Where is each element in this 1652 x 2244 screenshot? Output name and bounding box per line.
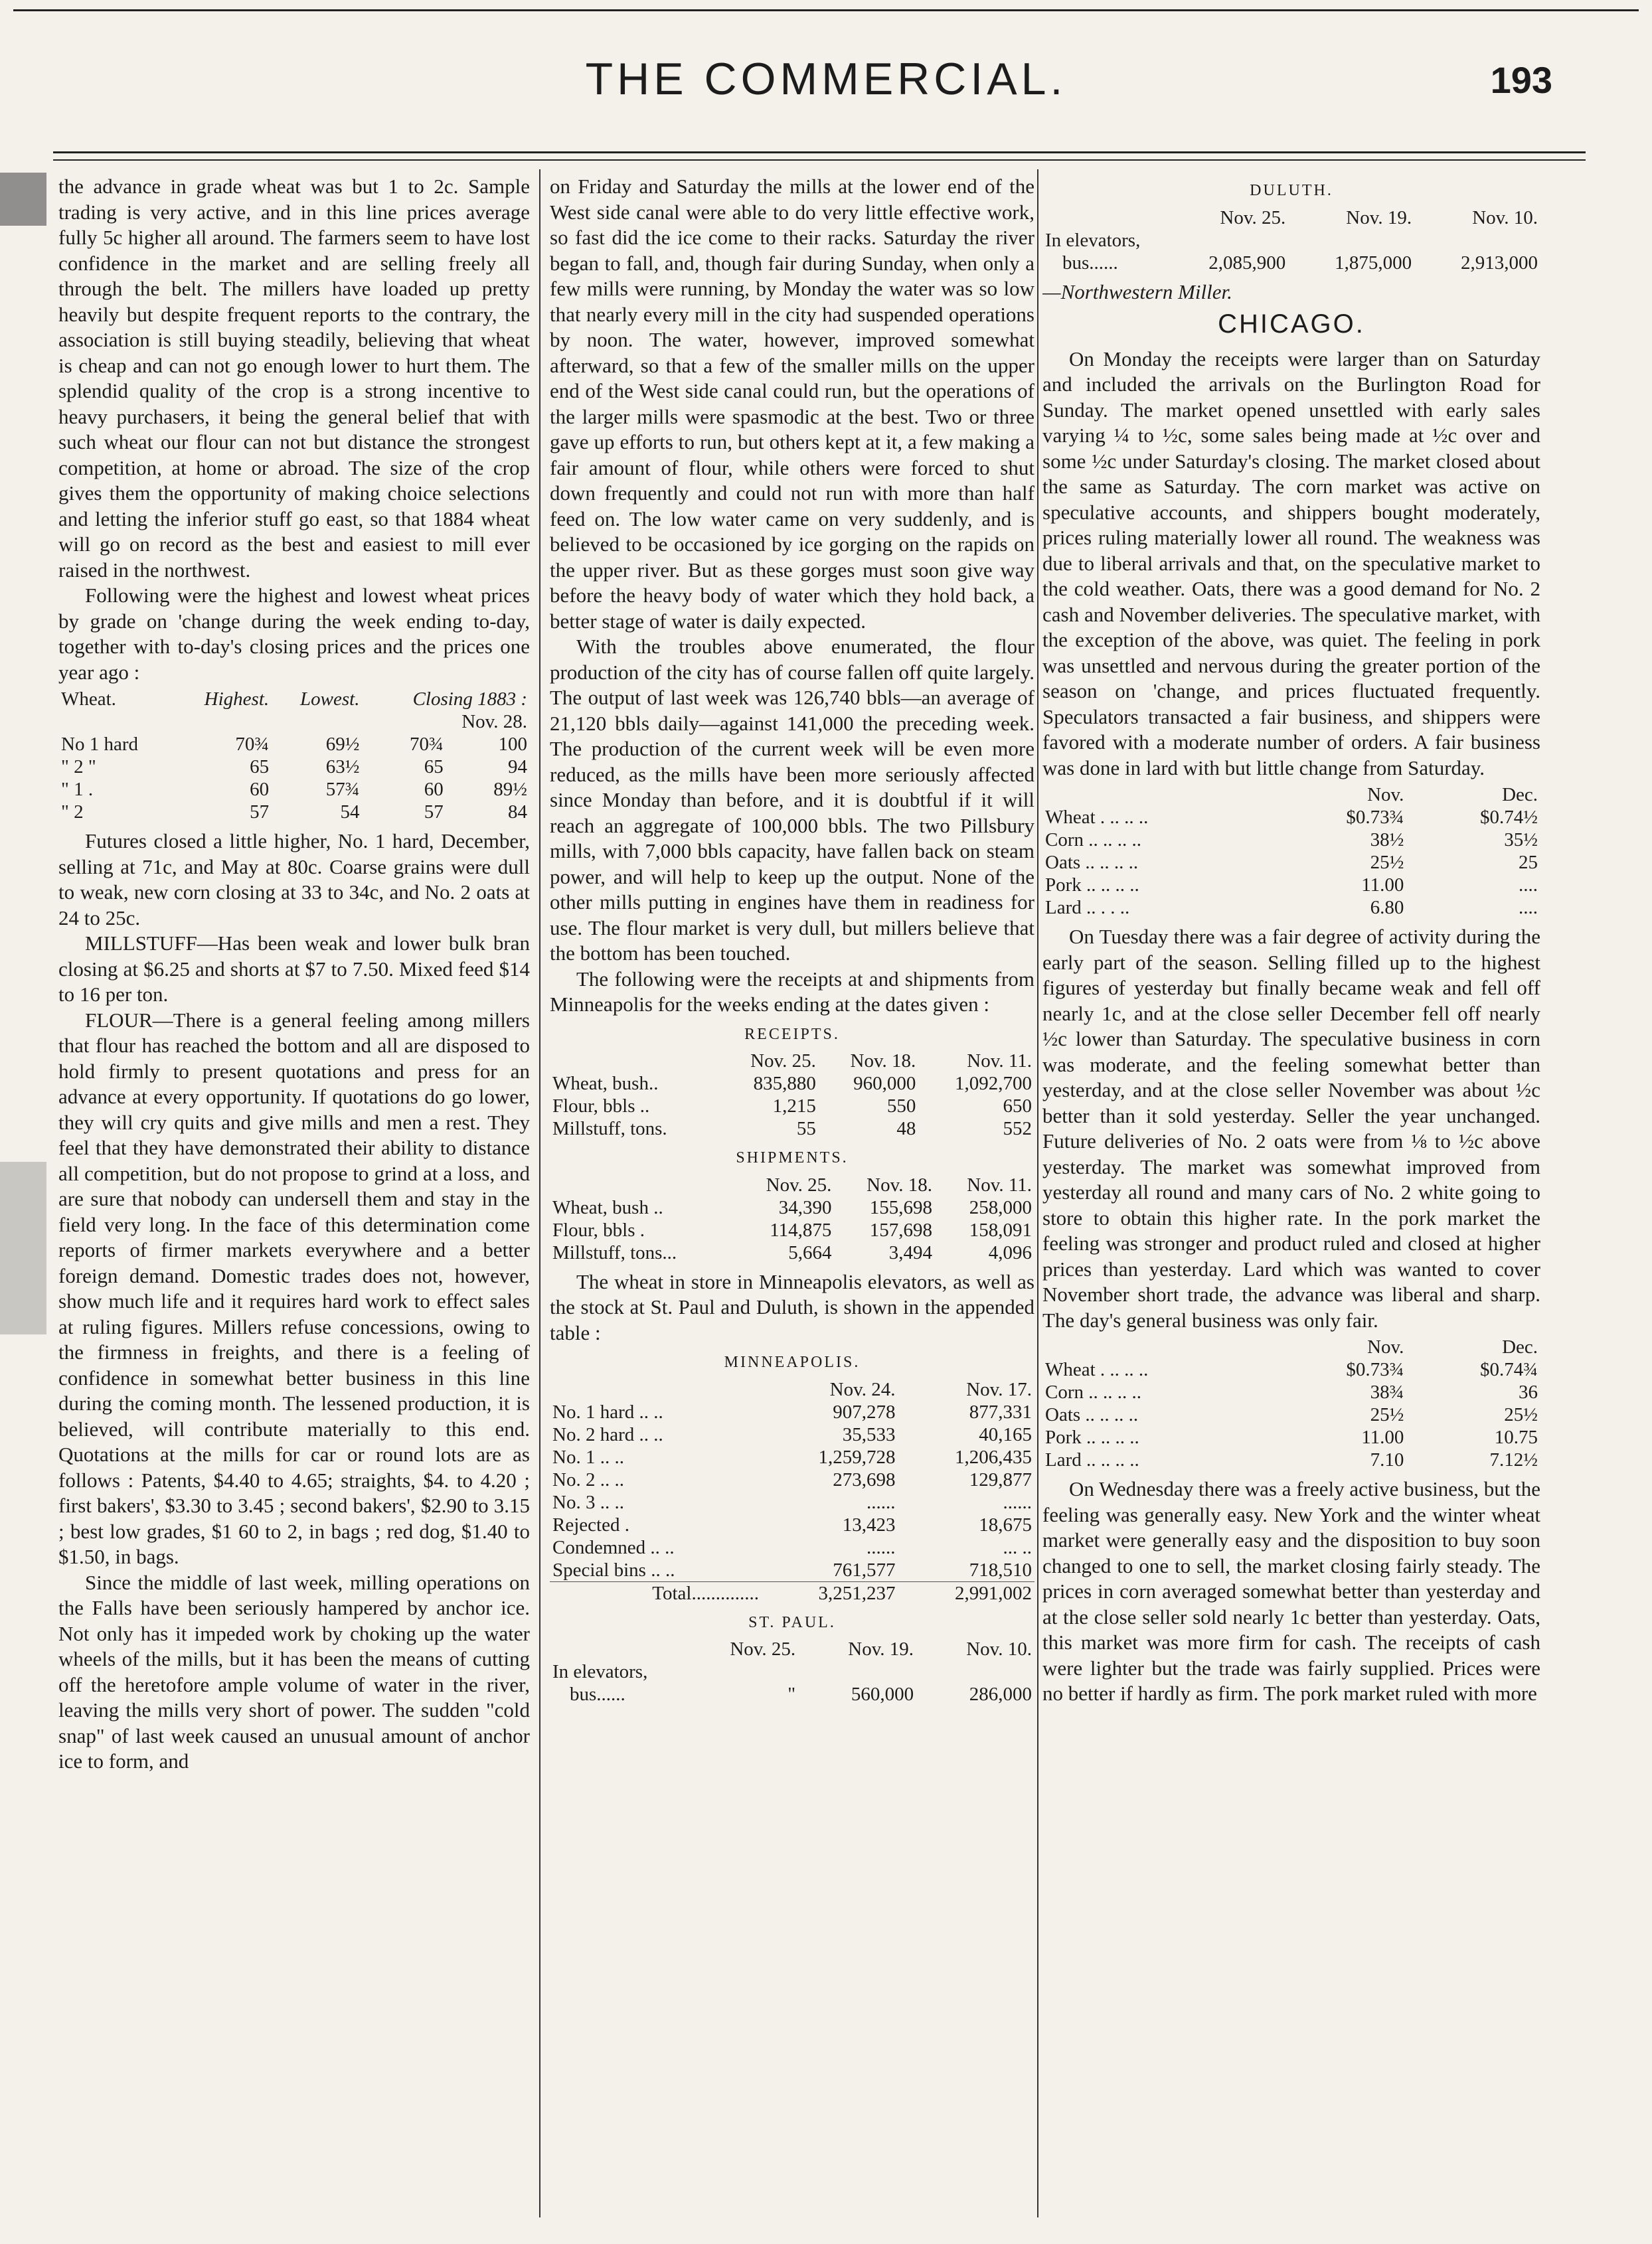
cell: ...... — [866, 1536, 896, 1558]
row-label: Special bins .. .. — [552, 1559, 675, 1581]
row-label: Lard .. .. .. .. — [1045, 1449, 1139, 1471]
cell: 100 — [498, 734, 527, 755]
chicago-tuesday-table — [1042, 1336, 1540, 1471]
cell: 114,875 — [770, 1219, 832, 1241]
cell: 54 — [340, 801, 360, 823]
column-header: Nov. 25. — [1220, 206, 1286, 228]
table-row — [58, 756, 530, 778]
row-label: Wheat . .. .. .. — [1045, 807, 1149, 828]
section-heading-chicago: CHICAGO. — [1218, 309, 1365, 339]
cell: 60 — [250, 779, 270, 800]
column-header — [1042, 783, 1273, 806]
cell: 2,085,900 — [1208, 252, 1286, 274]
cell: 877,331 — [969, 1401, 1032, 1423]
table-row — [550, 1095, 1034, 1117]
row-label: No. 2 hard .. .. — [552, 1423, 663, 1445]
cell: 5,664 — [788, 1242, 832, 1263]
table-row — [1042, 252, 1540, 274]
column-header: Nov. 24. — [829, 1378, 896, 1400]
cell: 2,913,000 — [1461, 252, 1538, 274]
cell: 94 — [508, 756, 527, 777]
paragraph: FLOUR—There is a general feeling among millers that flour has reached the bottom and all are disposed to hold firmly to present quotations and press for an advance at every opportunity. If quotations do go lower, they will cry quits and give mills and men a rest. They feel that they have demonstrated their ability to distance all competition, but do not propose to grind at a loss, and are sure that nobody can undersell them and stay in the field very long. In the face of this determination come reports of firmer markets everywhere and a better foreign demand. Domestic trades does not, however, show much life and it requires hard work to effect sales at ruling figures. Millers refuse concessions, owing to the firmness in freights, and there is a feeling of confidence in somewhat better business in this line during the coming month. The lessened production, it is believed, will contribute materially to this end. Quotations at the mills for car or round lots are as follows : Patents, $4.40 to 4.65; straights, $4. to 4.20 ; first bakers', $3.30 to 3.45 ; second bakers', $2.90 to 3.15 ; best low grades, $1 60 to 2, in bags ; red dog, $1.40 to $1.50, in bags. — [58, 1008, 530, 1568]
cell: 1,259,728 — [818, 1446, 896, 1468]
column-header — [550, 1638, 680, 1660]
column-header — [1042, 1336, 1273, 1358]
column-header: Dec. — [1502, 784, 1538, 805]
cell: 25½ — [1370, 852, 1404, 873]
row-label: No. 1 .. .. — [552, 1446, 624, 1468]
cell: 38½ — [1370, 829, 1404, 850]
table-row — [58, 801, 530, 823]
table-row — [1042, 829, 1540, 851]
cell: 25½ — [1370, 1404, 1404, 1425]
total-row — [550, 1581, 1034, 1605]
cell: 960,000 — [853, 1073, 916, 1094]
cell: 6.80 — [1370, 897, 1404, 918]
cell: 258,000 — [969, 1196, 1032, 1218]
cell: 18,675 — [979, 1514, 1032, 1536]
table-row — [550, 1446, 1034, 1469]
cell: 25½ — [1504, 1404, 1538, 1425]
header-rule-thin — [53, 159, 1586, 161]
column-header: Nov. 18. — [850, 1050, 916, 1072]
row-label: " 2 — [61, 801, 84, 823]
paragraph: With the troubles above enumerated, the flour production of the city has of course fallen off quite largely. The output of last week was 126,740 bbls—an average of 21,120 bbls daily—against 141,000 the preceding week. The production of the current week will be even more reduced, as the mills have been more seriously affected since Monday than before, and it is doubtful if it will reach an aggregate of 100,000 bbls. The two Pillsbury mills, with 7,000 bbls capacity, have fallen back on steam power, and will help to keep up the output. None of the other mills putting in engines have them in readiness for use. The flour market is very dull, but millers believe that the bottom has been touched. — [550, 635, 1034, 965]
row-label: Rejected . — [552, 1514, 629, 1536]
cell: $0.74½ — [1480, 807, 1538, 828]
paragraph: On Monday the receipts were larger than on Saturday and included the arrivals on the Burlington Road for Sunday. The market opened unsettled with early sales varying ¼ to ½c, some sales being made at ½c over and some ½c under Saturday's closing. The market closed about the same as Saturday. The corn market was active on speculative accounts, and shippers bought moderately, prices ruling materially lower all round. The weakness was due to liberal arrivals and that, on the speculative market to the cold weather. Oats, there was a good demand for No. 2 cash and November deliveries. The speculative market, with the exception of the above, was quiet. The feeling in pork was unsettled and nervous during the greater portion of the season on 'change, and prices fluctuated frequently. Speculators transacted a fair business, and shippers were favored with a moderate number of orders. A fair business was done in lard with but little change from Saturday. — [1042, 347, 1540, 779]
header-rule — [53, 151, 1586, 153]
cell: ... .. — [1003, 1536, 1032, 1558]
paragraph: On Tuesday there was a fair degree of activity during the early part of the season. Selling filled up to the highest figures of yesterday but finally became weak and fell off nearly 1c, and at the close seller December fell off nearly ½c lower than Saturday. The speculative business in corn was moderate, and the feeling somewhat better than yesterday, and at the close seller November was about ½c better than it sold yesterday. Seller the year unchanged. Future deliveries of No. 2 oats were from ⅛ to ½c above yesterday. The market was somewhat improved from yesterday all round and many cars of No. 2 white going to store to obtain this higher rate. In the pork market the feeling was stronger and product ruled and closed at higher prices than yesterday. Lard which was wanted to cover November short trade, the advance was liberal and sharp. The day's general business was only fair. — [1042, 925, 1540, 1332]
cell: 55 — [796, 1118, 816, 1139]
table-row — [550, 1683, 1034, 1706]
cell: 552 — [1003, 1118, 1032, 1139]
column-header: Highest. — [204, 688, 270, 710]
cell: 34,390 — [778, 1196, 832, 1218]
cell: 3,251,237 — [762, 1581, 898, 1605]
table-row — [1042, 1426, 1540, 1449]
column-3 — [1042, 174, 1540, 2217]
table-row — [58, 778, 530, 801]
cell: 57¾ — [325, 779, 360, 800]
table-row — [550, 1401, 1034, 1423]
column-header: Closing 1883 : — [412, 688, 527, 710]
cell: 3,494 — [888, 1242, 932, 1263]
row-label: Oats .. .. .. .. — [1045, 1404, 1139, 1425]
paragraph: on Friday and Saturday the mills at the lower end of the West side canal were able to do very little effective work, so fast did the ice come to their racks. Saturday the river began to fall, and, though fair during Sunday, when only a few mills were running, by Monday the water was so low that nearly every mill in the city had suspended operations by noon. The water, however, improved somewhat afterward, so that a few of the smaller mills on the upper end of the West side canal could run, but the operations of the larger mills were spasmodic at the best. Two or three gave up efforts to run, but others kept at it, a few making a fair amount of flour, while others were forced to shut down frequently and could not run with more than half feed on. The low water came on very suddenly, and is believed to be occasioned by ice gorging on the rapids on the upper river. But as these gorges must soon give way before the heavy body of water which they hold back, a better stage of water is daily expected. — [550, 175, 1034, 633]
cell: ...... — [866, 1491, 896, 1513]
column-header: Lowest. — [300, 688, 360, 710]
row-label: No 1 hard — [61, 734, 138, 755]
column-header: Nov. 17. — [966, 1378, 1032, 1400]
row-label: In elevators, — [552, 1661, 648, 1682]
cell: 157,698 — [869, 1219, 932, 1241]
cell: $0.73¾ — [1346, 1359, 1404, 1380]
shipments-table — [550, 1174, 1034, 1264]
column-header: Nov. 25. — [766, 1174, 832, 1196]
cell: $0.73¾ — [1346, 807, 1404, 828]
table-row — [550, 1536, 1034, 1559]
cell: 907,278 — [833, 1401, 896, 1423]
row-label: Corn .. .. .. .. — [1045, 1382, 1141, 1403]
source-credit: —Northwestern Miller. — [1042, 280, 1232, 303]
table-row — [550, 1117, 1034, 1140]
cell: 1,206,435 — [955, 1446, 1032, 1468]
table-row — [550, 1423, 1034, 1446]
row-label: Wheat . .. .. .. — [1045, 1359, 1149, 1380]
receipts-table — [550, 1050, 1034, 1140]
row-label: bus...... — [1062, 252, 1118, 274]
cell: 286,000 — [969, 1684, 1032, 1705]
cell: 36 — [1519, 1382, 1538, 1403]
cell: 70¾ — [409, 734, 444, 755]
cell: 89½ — [493, 779, 527, 800]
cell: 57 — [424, 801, 444, 823]
table-row — [58, 733, 530, 756]
cell: 13,423 — [842, 1514, 896, 1536]
minneapolis-table — [550, 1378, 1034, 1605]
row-label: No. 1 hard .. .. — [552, 1401, 663, 1423]
row-label: bus...... — [570, 1684, 625, 1705]
column-header: Nov. 25. — [750, 1050, 816, 1072]
cell: 11.00 — [1361, 1427, 1404, 1448]
wheat-price-table — [58, 688, 530, 823]
binding-smudge — [0, 1162, 46, 1334]
column-header — [550, 1378, 762, 1401]
column-header: Nov. — [1367, 1336, 1404, 1358]
cell: 57 — [250, 801, 270, 823]
paragraph: Futures closed a little higher, No. 1 hard, December, selling at 71c, and May at 80c. Coarse grains were dull to weak, new corn closing at 33 to 34c, and No. 2 oats at 24 to 25c. — [58, 829, 530, 929]
cell: 1,215 — [772, 1095, 816, 1117]
table-row — [550, 1219, 1034, 1242]
cell: 4,096 — [988, 1242, 1032, 1263]
cell: $0.74¾ — [1480, 1359, 1538, 1380]
table-row — [550, 1559, 1034, 1582]
column-divider — [539, 169, 540, 2217]
cell: 2,991,002 — [898, 1581, 1034, 1605]
paragraph: The wheat in store in Minneapolis elevators, as well as the stock at St. Paul and Duluth, is shown in the appended table : — [550, 1269, 1034, 1344]
table-row — [1042, 806, 1540, 829]
row-label: Oats .. .. .. .. — [1045, 852, 1139, 873]
cell: ...... — [1003, 1491, 1032, 1513]
paragraph: The following were the receipts at and shipments from Minneapolis for the weeks ending at the dates given : — [550, 967, 1034, 1016]
table-title: ST. PAUL. — [748, 1613, 836, 1631]
column-header — [550, 1050, 718, 1072]
column-header: Nov. — [1367, 784, 1404, 805]
cell: 7.10 — [1370, 1449, 1404, 1471]
cell: 158,091 — [969, 1219, 1032, 1241]
cell: " — [787, 1684, 796, 1705]
column-header — [550, 1174, 734, 1196]
cell: 60 — [424, 779, 444, 800]
paragraph: Following were the highest and lowest wheat prices by grade on 'change during the week ending to-day, together with to-day's closing prices and the prices one year ago : — [58, 584, 530, 684]
cell: 560,000 — [851, 1684, 914, 1705]
row-label: Pork .. .. .. .. — [1045, 874, 1139, 896]
cell: 550 — [886, 1095, 916, 1117]
table-title: MINNEAPOLIS. — [724, 1354, 861, 1371]
row-label: No. 2 .. .. — [552, 1469, 624, 1490]
row-label: Total.............. — [550, 1581, 762, 1605]
column-subheader: Nov. 28. — [461, 711, 527, 732]
row-label: No. 3 .. .. — [552, 1491, 624, 1513]
column-header — [1042, 206, 1162, 229]
row-label: " 2 " — [61, 756, 96, 777]
cell: 761,577 — [833, 1559, 896, 1581]
cell: 40,165 — [979, 1423, 1032, 1445]
column-header: Wheat. — [61, 688, 116, 710]
row-label: Wheat, bush .. — [552, 1196, 663, 1218]
table-row — [550, 1196, 1034, 1219]
column-1 — [58, 174, 530, 2217]
cell: 650 — [1003, 1095, 1032, 1117]
column-header: Dec. — [1502, 1336, 1538, 1358]
row-label: Condemned .. .. — [552, 1536, 675, 1558]
cell: 11.00 — [1361, 874, 1404, 896]
page-number: 193 — [1490, 59, 1552, 101]
cell: 129,877 — [969, 1469, 1032, 1490]
row-label: Lard .. . . .. — [1045, 897, 1130, 918]
row-label: Millstuff, tons. — [552, 1118, 667, 1139]
cell: 25 — [1519, 852, 1538, 873]
column-header: Nov. 18. — [867, 1174, 932, 1196]
column-header: Nov. 19. — [1346, 206, 1412, 228]
table-title: SHIPMENTS. — [736, 1149, 849, 1166]
row-label: Corn .. .. .. .. — [1045, 829, 1141, 850]
cell: 38¾ — [1370, 1382, 1404, 1403]
table-row — [550, 1242, 1034, 1264]
table-row — [550, 1469, 1034, 1491]
table-title: RECEIPTS. — [744, 1025, 840, 1043]
table-row — [550, 1072, 1034, 1095]
paragraph: Since the middle of last week, milling operations on the Falls have been seriously hampered by anchor ice. Not only has it impeded work by choking up the water wheels of the mills, but it has been the means of cutting off the heretofore ample volume of water in the river, leaving the mills very short of power. The sudden "cold snap" of last week caused an unusual amount of anchor ice to form, and — [58, 1570, 530, 1773]
cell: 273,698 — [833, 1469, 896, 1490]
table-row — [1042, 1403, 1540, 1426]
column-header: Nov. 11. — [967, 1050, 1032, 1072]
table-row — [550, 1514, 1034, 1536]
table-row — [1042, 1449, 1540, 1471]
cell: 35½ — [1504, 829, 1538, 850]
table-row — [1042, 1358, 1540, 1381]
column-header: Nov. 25. — [730, 1639, 796, 1660]
stpaul-table — [550, 1638, 1034, 1706]
cell: 65 — [250, 756, 270, 777]
column-header: Nov. 10. — [1472, 206, 1538, 228]
table-row — [1042, 851, 1540, 874]
top-border — [13, 9, 1639, 11]
cell: .... — [1519, 874, 1538, 896]
cell: 84 — [508, 801, 527, 823]
table-row — [1042, 874, 1540, 896]
paragraph: On Wednesday there was a freely active business, but the feeling was generally easy. New York and the winter wheat market were generally easy and the disposition to buy soon changed to one to sell, the market closing fairly steady. The prices in corn averaged somewhat better than yesterday and at the close seller sold nearly 1c better than yesterday. Oats, this market was more firm for cash. The receipts of cash were lighter but the trade was fairly supplied. Prices were no better if hardly as firm. The pork market ruled with more — [1042, 1477, 1540, 1705]
paragraph: the advance in grade wheat was but 1 to 2c. Sample trading is very active, and in this line prices average fully 5c higher all around. The farmers seem to have lost confidence in the market and are selling freely all through the belt. The millers have loaded up pretty heavily but despite frequent reports to the contrary, the association is still buying steadily, believing that wheat is cheap and can not go enough lower to hurt them. The splendid quality of the crop is a strong incentive to heavy purchasers, it being the general belief that with such wheat our flour can not but distance the strongest competition, at home or abroad. The size of the crop gives them the opportunity of making choice selections and letting the inferior stuff go east, so that 1884 wheat will go on record as the best and easiest to mill ever raised in the northwest. — [58, 175, 530, 582]
row-label: Wheat, bush.. — [552, 1073, 659, 1094]
cell: 65 — [424, 756, 444, 777]
cell: 155,698 — [869, 1196, 932, 1218]
cell: 63½ — [325, 756, 360, 777]
cell: 835,880 — [753, 1073, 816, 1094]
cell: 1,092,700 — [955, 1073, 1032, 1094]
table-row — [1042, 1381, 1540, 1403]
row-label: " 1 . — [61, 779, 94, 800]
row-label: Flour, bbls .. — [552, 1095, 650, 1117]
column-header: Nov. 19. — [848, 1639, 914, 1660]
row-label: Pork .. .. .. .. — [1045, 1427, 1139, 1448]
cell: 718,510 — [969, 1559, 1032, 1581]
paragraph: MILLSTUFF—Has been weak and lower bulk bran closing at $6.25 and shorts at $7 to 7.50. Mixed feed $14 to 16 per ton. — [58, 931, 530, 1006]
cell: .... — [1519, 897, 1538, 918]
cell: 10.75 — [1494, 1427, 1538, 1448]
row-label: In elevators, — [1045, 229, 1141, 251]
cell: 1,875,000 — [1335, 252, 1412, 274]
column-divider — [1037, 169, 1038, 2217]
binding-smudge — [0, 173, 46, 226]
cell: 48 — [896, 1118, 916, 1139]
table-row — [550, 1491, 1034, 1514]
table-row — [1042, 896, 1540, 919]
cell: 69½ — [325, 734, 360, 755]
duluth-table — [1042, 206, 1540, 274]
table-title: DULUTH. — [1250, 182, 1333, 199]
column-2 — [550, 174, 1034, 2217]
chicago-monday-table — [1042, 783, 1540, 919]
row-label: Flour, bbls . — [552, 1219, 645, 1241]
page-title: THE COMMERCIAL. — [585, 54, 1067, 104]
cell: 70¾ — [235, 734, 270, 755]
cell: 7.12½ — [1489, 1449, 1538, 1471]
column-header: Nov. 10. — [966, 1639, 1032, 1660]
column-header: Nov. 11. — [967, 1174, 1032, 1196]
cell: 35,533 — [842, 1423, 896, 1445]
row-label: Millstuff, tons... — [552, 1242, 677, 1263]
